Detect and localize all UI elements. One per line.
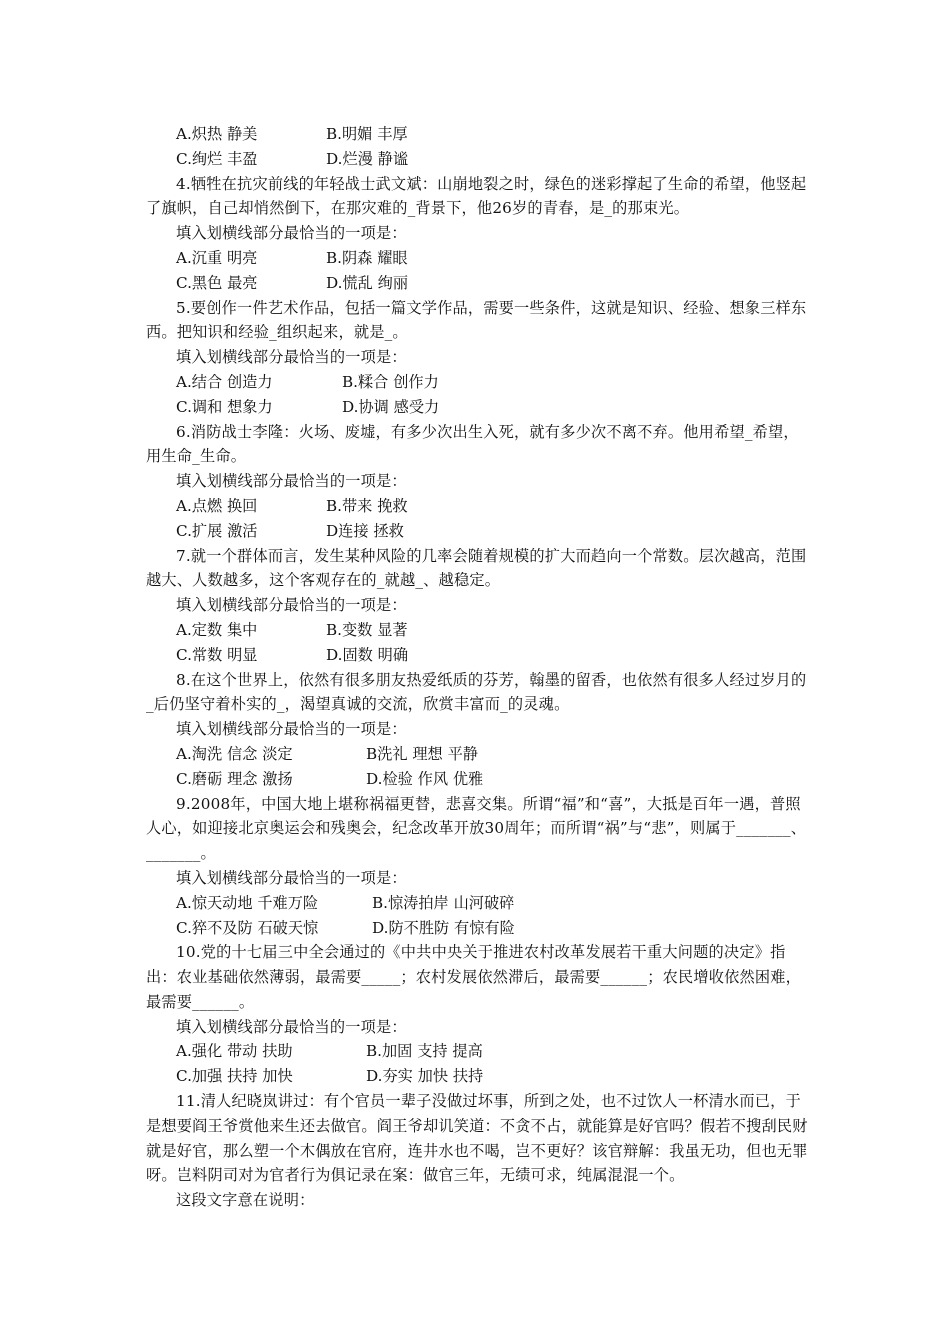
option-row xyxy=(146,618,812,643)
option-right: B.糅合 创作力 xyxy=(342,372,439,391)
option-row xyxy=(146,147,812,172)
option-row xyxy=(146,494,812,519)
option-right: D.固数 明确 xyxy=(326,645,409,664)
option-right: B.阴森 耀眼 xyxy=(326,248,408,267)
paragraph: 5.要创作一件艺术作品，包括一篇文学作品，需要一些条件，这就是知识、经验、想象三样东西。把知识和经验_组织起来，就是_。 xyxy=(146,298,807,342)
paragraph: 填入划横线部分最恰当的一项是： xyxy=(176,868,407,887)
option-right: B.惊涛拍岸 山河破碎 xyxy=(372,893,515,912)
option-left: A.炽热 静美 xyxy=(176,125,258,143)
option-row xyxy=(146,246,812,271)
option-row xyxy=(146,643,812,668)
option-left: A.点燃 换回 xyxy=(176,496,258,515)
option-left: A.强化 带动 扶助 xyxy=(176,1042,293,1061)
paragraph: 10.党的十七届三中全会通过的《中共中央关于推进农村改革发展若干重大问题的决定》指出：农业基础依然薄弱，最需要_____；农村发展依然滞后，最需要______；农民增收依然困难，最需要______。 xyxy=(146,943,802,1011)
paragraph: 4.牺牲在抗灾前线的年轻战士武文斌：山崩地裂之时，绿色的迷彩撑起了生命的希望，他竖起了旗帜，自己却悄然倒下，在那灾难的_背景下，他26岁的青春，是_的那束光。 xyxy=(146,174,807,218)
option-right: B.明媚 丰厚 xyxy=(326,125,408,143)
option-right: D.烂漫 静谧 xyxy=(326,149,409,168)
paragraph: 8.在这个世界上，依然有很多朋友热爱纸质的芬芳，翰墨的留香，也依然有很多人经过岁月的_后仍坚守着朴实的_，渴望真诚的交流，欣赏丰富而_的灵魂。 xyxy=(146,670,807,714)
option-row xyxy=(146,1064,812,1089)
option-left: A.结合 创造力 xyxy=(176,372,273,391)
option-row xyxy=(146,767,812,792)
paragraph: 填入划横线部分最恰当的一项是： xyxy=(176,348,407,367)
paragraph: 填入划横线部分最恰当的一项是： xyxy=(176,224,407,243)
option-left: A.定数 集中 xyxy=(176,620,258,639)
option-row xyxy=(146,916,812,941)
option-right: B洗礼 理想 平静 xyxy=(366,744,478,763)
option-left: C.加强 扶持 加快 xyxy=(176,1067,293,1086)
option-left: C.扩展 激活 xyxy=(176,521,258,540)
paragraph: 填入划横线部分最恰当的一项是： xyxy=(176,1017,407,1036)
option-row xyxy=(146,271,812,296)
option-row xyxy=(146,519,812,544)
option-left: C.常数 明显 xyxy=(176,645,258,664)
paragraph: 7.就一个群体而言，发生某种风险的几率会随着规模的扩大而趋向一个常数。层次越高，范围越大、人数越多，这个客观存在的_就越_、越稳定。 xyxy=(146,546,807,590)
option-row xyxy=(146,122,812,147)
paragraph: 填入划横线部分最恰当的一项是： xyxy=(176,472,407,491)
paragraph: 这段文字意在说明： xyxy=(176,1191,315,1210)
option-left: C.猝不及防 石破天惊 xyxy=(176,918,319,937)
option-right: B.加固 支持 提高 xyxy=(366,1042,483,1061)
option-right: B.变数 显著 xyxy=(326,620,408,639)
option-left: A.惊天动地 千难万险 xyxy=(176,893,319,912)
paragraph: 6.消防战士李隆：火场、废墟，有多少次出生入死，就有多少次不离不弃。他用希望_希望，用生命_生命。 xyxy=(146,422,799,466)
paragraph: 11.清人纪晓岚讲过：有个官员一辈子没做过坏事，所到之处，也不过饮人一杯清水而已，于是想要阎王爷赏他来生还去做官。阎王爷却讥笑道：不贪不占，就能算是好官吗？假若不搜刮民财就是好官，那么塑一个木偶放在官府，连井水也不喝，岂不更好？该官辩解：我虽无功，但也无罪呀。岂料阴司对为官者行为俱记录在案：做官三年，无绩可求，纯属混混一个。 xyxy=(146,1092,808,1185)
option-right: D.检验 作风 优雅 xyxy=(366,769,484,788)
option-row xyxy=(146,891,812,916)
option-left: A.沉重 明亮 xyxy=(176,248,258,267)
option-row xyxy=(146,742,812,767)
option-right: D.慌乱 绚丽 xyxy=(326,273,409,292)
paragraph: 填入划横线部分最恰当的一项是： xyxy=(176,596,407,615)
option-row xyxy=(146,370,812,395)
paragraph: 9.2008年，中国大地上堪称祸福更替，悲喜交集。所谓“福”和“喜”，大抵是百年一遇，普照人心，如迎接北京奥运会和残奥会，纪念改革开放30周年；而所谓“祸”与“悲”，则属于_______、_______。 xyxy=(146,794,807,863)
option-left: C.调和 想象力 xyxy=(176,397,273,416)
option-row xyxy=(146,395,812,420)
option-right: D.防不胜防 有惊有险 xyxy=(372,918,515,937)
option-row xyxy=(146,1039,812,1064)
option-right: D.协调 感受力 xyxy=(342,397,440,416)
option-left: C.绚烂 丰盈 xyxy=(176,149,258,168)
option-left: C.磨砺 理念 激扬 xyxy=(176,769,293,788)
option-left: A.淘洗 信念 淡定 xyxy=(176,744,293,763)
option-right: B.带来 挽救 xyxy=(326,496,408,515)
exam-text-body xyxy=(146,122,812,1213)
paragraph: 填入划横线部分最恰当的一项是： xyxy=(176,720,407,739)
option-left: C.黑色 最亮 xyxy=(176,273,258,292)
option-right: D连接 拯救 xyxy=(326,521,404,540)
option-right: D.夯实 加快 扶持 xyxy=(366,1067,484,1086)
